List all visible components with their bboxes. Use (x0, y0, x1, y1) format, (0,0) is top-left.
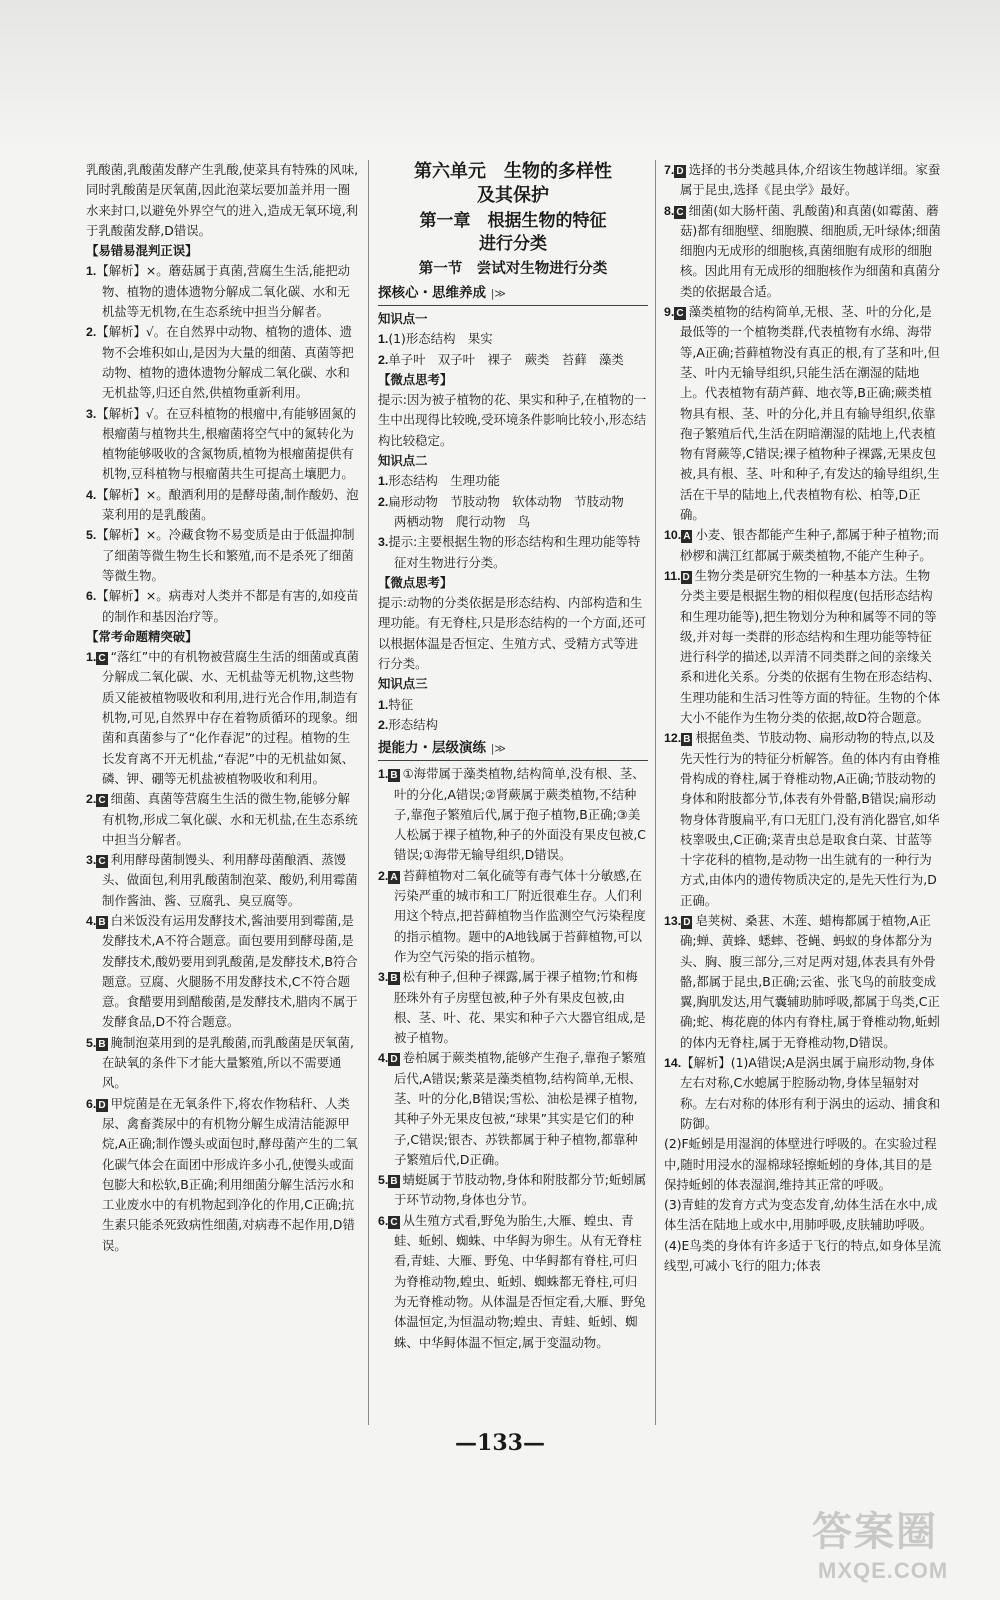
answer-badge: B (98, 916, 106, 928)
section-heading: 【微点思考】 (378, 574, 453, 590)
item-number: 14. (664, 1056, 682, 1071)
answer-item (378, 1170, 648, 1211)
answer-item (86, 1033, 361, 1094)
answer-badge: A (683, 531, 691, 543)
chapter-title (378, 210, 648, 256)
item-text: 形态结构 生理功能 (388, 473, 500, 489)
answer-badge: B (390, 973, 398, 985)
item-text: 从生殖方式看,野兔为胎生,大雁、蝗虫、青蛙、蚯蚓、蜘蛛、中华鲟为卵生。从有无脊柱看,青蛙、大雁、野兔、中华鲟都有脊柱,可归为脊椎动物,蝗虫、蚯蚓、蜘蛛都无脊柱,可归为无脊椎动物。从体温是否恒定看,大雁、野兔体温恒定,为恒温动物;蝗虫、青蛙、蚯蚓、蜘蛛、中华鲟体温不恒定,属于变温动物。 (394, 1212, 646, 1350)
answer-item (378, 715, 648, 735)
item-text: 选择的书分类越具体,介绍该生物越详细。家蚕属于昆虫,选择《昆虫学》最好。 (680, 162, 941, 198)
answer-item (664, 911, 942, 1053)
answer-item (86, 911, 361, 1033)
item-text: 细菌、真菌等营腐生生活的微生物,能够分解有机物,形成二氧化碳、水和无机盐,在生态系统中担当分解者。 (102, 791, 358, 847)
answer-item (86, 1094, 361, 1256)
item-text: ①海带属于藻类植物,结构简单,没有根、茎、叶的分化,A错误;②肾蕨属于蕨类植物,不结种子,靠孢子繁殖后代,属于孢子植物,B正确;③美人松属于裸子植物,种子的外面没有果皮包被,C错误;①海带无输导组织,D错误。 (394, 766, 646, 863)
item-text: 【解析】×。冷藏食物不易变质是由于低温抑制了细菌等微生物生长和繁殖,而不是杀死了细菌等微生物。 (96, 527, 355, 583)
answer-badge: C (98, 653, 106, 665)
chapter-title-line-2: 进行分类 (479, 234, 547, 254)
section-heading: 【微点思考】 (378, 371, 453, 387)
item-text: 【解析】×。酿酒利用的是酵母菌,制作酸奶、泡菜利用的是乳酸菌。 (96, 486, 359, 523)
item-text: “落红”中的有机物被营腐生生活的细菌或真菌分解成二氧化碳、水、无机盐等无机物,这些物质又能被植物吸收和利用,进行光合作用,制造有机物,可见,自然界中存在着物质循环的现象。细菌和真菌参与了“化作春泥”的过程。植物的生长发育离不开无机盐,“春泥”中的无机盐如氮、磷、钾、硼等无机盐被植物吸收和利用。 (102, 649, 359, 786)
item-number: 1. (86, 650, 97, 665)
unit-title-line-2: 及其保护 (477, 185, 549, 206)
item-text: 小麦、银杏都能产生种子,都属于种子植物;而桫椤和满江红都属于蕨类植物,不能产生种子。 (680, 527, 940, 563)
paragraph: (3)青蛙的发育方式为变态发育,幼体生活在水中,成体生活在陆地上或水中,用肺呼吸,皮肤辅助呼吸。 (664, 1197, 938, 1233)
item-text: 生物分类是研究生物的一种基本方法。生物分类主要是根据生物的相似程度(包括形态结构和生理功能等),把生物划分为种和属等不同的等级,并对每一类群的形态结构和生理功能等特征进行科学的描述,以弄清不同类群之间的亲缘关系和进化关系。分类的依据有生物在形态结构、生理功能和生活习性等方面的特征。生物的个体大小不能作为生物分类的依据,故D符合题意。 (680, 567, 941, 726)
column-divider (368, 160, 369, 1425)
item-text: 松有种子,但种子裸露,属于裸子植物;竹和梅胚珠外有子房壁包被,种子外有果皮包被,由根、茎、叶、花、果实和种子六大器官组成,是被子植物。 (394, 969, 646, 1046)
item-text: 形态结构 (388, 716, 438, 732)
answer-item (86, 647, 361, 789)
item-text: 细菌(如大肠杆菌、乳酸菌)和真菌(如霉菌、蘑菇)都有细胞壁、细胞膜、细胞质,无叶绿体;细菌细胞内无成形的细胞核,真菌细胞有成形的细胞核。因此用有无成形的细胞核作为细菌和真菌分类的依据最合适。 (680, 202, 941, 299)
answer-item (86, 586, 361, 627)
item-text: 【解析】(1)A错误;A是涡虫属于扁形动物,身体左右对称,C水螅属于腔肠动物,身体呈辐射对称。左右对称的体形有利于涡虫的运动、捕食和防御。 (680, 1055, 941, 1131)
item-number: 6. (86, 1096, 97, 1111)
answer-item (664, 566, 942, 728)
item-number: 11. (664, 568, 681, 583)
item-text: 苔藓植物对二氧化硫等有毒气体十分敏感,在污染严重的城市和工厂附近很难生存。人们利用这个特点,把苔藓植物当作监测空气污染程度的指示植物。题中的A地钱属于苔藓植物,可以作为空气污染的指示植物。 (394, 867, 646, 964)
answer-item (664, 525, 942, 566)
watermark-url: MXQE.COM (818, 1558, 949, 1583)
item-number: 3. (86, 406, 97, 421)
item-number: 3. (86, 853, 97, 868)
answer-badge: D (676, 166, 684, 177)
answer-badge: C (98, 856, 106, 868)
answer-badge: D (390, 1054, 398, 1066)
section-heading: 【常考命题精突破】 (86, 628, 198, 644)
watermark-text: 答案圈 (812, 1509, 938, 1555)
item-number: 6. (378, 1213, 389, 1228)
answer-item (378, 1211, 648, 1353)
answer-item (86, 404, 361, 485)
unit-title (378, 160, 648, 208)
answer-badge: D (98, 1099, 106, 1111)
answer-badge: B (390, 770, 398, 782)
section-banner-practice (378, 737, 648, 761)
answer-item (378, 350, 648, 370)
knowledge-points (378, 309, 648, 735)
item-text: 【解析】×。蘑菇属于真菌,营腐生生活,能把动物、植物的遗体遗物分解成二氧化碳、水和无机盐等无机物,在生态系统中担当分解者。 (96, 263, 351, 320)
answer-badge: B (98, 1038, 106, 1050)
answer-item (378, 492, 648, 533)
item-number: 2. (378, 868, 389, 883)
page-number: —133— (455, 1430, 545, 1456)
answer-item (378, 764, 648, 865)
answer-badge: C (390, 1216, 398, 1228)
answer-badge: D (683, 916, 691, 928)
practice-answers (378, 764, 648, 1353)
item-number: 2. (378, 494, 389, 509)
item-text: 特征 (388, 696, 414, 712)
item-text: 藻类植物的结构简单,无根、茎、叶的分化,是最低等的一个植物类群,代表植物有水绵、海带等,A正确;苔藓植物没有真正的根,有了茎和叶,但茎、叶内无输导组织,只能生活在潮湿的陆地上。代表植物有葫芦藓、地衣等,B正确;蕨类植物具有根、茎、叶的分化,并且有输导组织,依靠孢子繁殖后代,生活在阴暗潮湿的陆地上,代表植物有肾蕨等,C错误;裸子植物种子裸露,无果皮包被,具有根、茎、叶和种子,有发达的输导组织,生活在干旱的陆地上,代表植物有松、柏等,D正确。 (680, 304, 940, 523)
item-number: 1. (378, 332, 389, 347)
answer-item (378, 967, 648, 1048)
right-column (664, 160, 942, 1425)
item-number: 5. (378, 1173, 389, 1188)
item-text: (1)形态结构 果实 (388, 331, 493, 347)
item-number: 4. (86, 487, 97, 502)
item-number: 1. (378, 697, 389, 712)
answer-item (664, 201, 942, 302)
knowledge-point-heading: 知识点二 (378, 453, 428, 469)
answer-item (378, 1048, 648, 1170)
answer-badge: D (682, 571, 690, 583)
knowledge-point-heading: 知识点一 (378, 311, 428, 326)
item-text: 白米饭没有运用发酵技术,酱油要用到霉菌,是发酵技术,A不符合题意。面包要用到酵母菌,是发酵技术,酸奶要用到乳酸菌,是发酵技术,B符合题意。豆腐、火腿肠不用发酵技术,C不符合题意。食醋要用到醋酸菌,是发酵技术,腊肉不属于发酵食品,D不符合题意。 (102, 912, 358, 1030)
item-number: 10. (664, 528, 682, 543)
section-heading: 【易错易混判正误】 (86, 243, 198, 259)
paragraph: (4)E鸟类的身体有许多适于飞行的特点,如身体呈流线型,可减小飞行的阻力;体表 (664, 1237, 942, 1274)
item-text: 【解析】√。在豆科植物的根瘤中,有能够固氮的根瘤菌与植物共生,根瘤菌将空气中的氮转化为植物能够吸收的含氮物质,植物为根瘤菌提供有机物,豆科植物与根瘤菌共生可提高土壤肥力。 (96, 405, 356, 482)
item-number: 1. (378, 474, 389, 489)
answer-item (86, 322, 361, 403)
answer-item (86, 485, 361, 526)
answer-item (378, 695, 648, 715)
answer-item (378, 866, 648, 967)
answer-item (664, 1053, 942, 1134)
item-number: 7. (664, 163, 675, 177)
item-number: 5. (86, 528, 97, 543)
item-number: 2. (378, 352, 389, 367)
watermark-logo (812, 1500, 984, 1590)
answer-item (664, 302, 942, 525)
item-number: 4. (378, 1051, 389, 1066)
answer-item (86, 850, 361, 911)
item-number: 6. (86, 589, 97, 604)
item-number: 3. (378, 535, 389, 550)
item-text: 皂荚树、桑葚、木莲、蜡梅都属于植物,A正确;蝉、黄蜂、蟋蟀、苍蝇、蚂蚁的身体都分为头、胸、腹三部分,三对足两对翅,体表具有外骨骼,都属于昆虫,B正确;云雀、张飞鸟的前肢变成翼,胸肌发达,用气囊辅助肺呼吸,都属于鸟类,C正确;蛇、梅花鹿的体内有脊柱,属于脊椎动物,蚯蚓的体内无脊柱,属于无脊椎动物,D错误。 (680, 912, 940, 1050)
item-number: 9. (664, 305, 675, 320)
left-column (86, 160, 361, 1425)
answer-badge: C (98, 795, 106, 807)
section-title: 第一节 尝试对生物进行分类 (418, 261, 608, 277)
column-divider (655, 160, 656, 1425)
item-number: 1. (378, 767, 389, 782)
answer-item (86, 261, 361, 322)
item-number: 4. (86, 913, 97, 928)
answer-badge: B (683, 734, 691, 746)
banner-label: 提能力・层级演练 (378, 740, 486, 757)
answer-item (86, 525, 361, 586)
item-number: 12. (664, 731, 682, 746)
chapter-title-line-1: 第一章 根据生物的特征 (419, 211, 607, 231)
answer-badge: C (676, 206, 684, 218)
paragraph: 提示:动物的分类依据是形态结构、内部构造和生理功能。有无脊柱,只是形态结构的一个方面,还可以根据体温是否恒定、生殖方式、受精方式等进行分类。 (378, 595, 647, 672)
item-number: 8. (664, 203, 675, 218)
banner-arrow-icon: |≫ (490, 742, 506, 756)
item-text: 卷柏属于蕨类植物,能够产生孢子,靠孢子繁殖后代,A错误;紫菜是藻类植物,结构简单,无根、茎、叶的分化,B错误;雪松、油松是裸子植物,其种子外无果皮包被,“球果”其实是它们的种子,C错误;银杏、苏铁都属于种子植物,都靠种子繁殖后代,D正确。 (394, 1050, 646, 1167)
item-number: 2. (378, 717, 389, 732)
item-number: 5. (86, 1035, 97, 1050)
item-number: 2. (86, 792, 97, 807)
item-text: 提示:主要根据生物的形态结构和生理功能等特征对生物进行分类。 (388, 534, 641, 570)
answer-item (378, 329, 648, 349)
paragraph: (2)F蚯蚓是用湿润的体壁进行呼吸的。在实验过程中,随时用浸水的湿棉球轻擦蚯蚓的身体,其目的是保持蚯蚓的体表湿润,维持其正常的呼吸。 (664, 1136, 937, 1192)
item-number: 3. (378, 970, 389, 985)
item-text: 单子叶 双子叶 裸子 蕨类 苔藓 藻类 (388, 351, 624, 367)
section-banner-core (378, 282, 648, 306)
item-text: 扁形动物 节肢动物 软体动物 节肢动物 两栖动物 爬行动物 鸟 (388, 493, 637, 529)
unit-title-line-1: 第六单元 生物的多样性 (414, 161, 612, 182)
answer-item (664, 160, 942, 201)
answer-item (86, 789, 361, 850)
item-text: 【解析】√。在自然界中动物、植物的遗体、遗物不会堆积如山,是因为大量的细菌、真菌等把动物、植物的遗体遗物分解成二氧化碳、水和无机盐等,归还自然,供植物重新利用。 (96, 324, 354, 401)
answer-item (378, 471, 648, 491)
item-text: 甲烷菌是在无氧条件下,将农作物秸秆、人类尿、禽畜粪尿中的有机物分解生成清洁能源甲烷,A正确;制作馒头或面包时,酵母菌产生的二氧化碳气体会在面团中形成许多小孔,使馒头或面包膨大和松软,B正确;利用细菌分解生活污水和工业废水中的有机物起到净化的作用,C正确;抗生素只能杀死致病性细菌,对病毒不起作用,D错误。 (102, 1095, 358, 1253)
banner-arrow-icon: |≫ (490, 287, 506, 300)
item-text: 利用酵母菌制馒头、利用酵母菌酿酒、蒸馒头、做面包,利用乳酸菌制泡菜、酸奶,利用霉菌制作酱油、酱、豆腐乳、臭豆腐等。 (102, 852, 358, 908)
item-number: 13. (664, 913, 682, 928)
item-text: 根据鱼类、节肢动物、扁形动物的特点,以及先天性行为的特征分析解答。鱼的体内有由脊椎骨构成的脊柱,属于脊椎动物,A正确;节肢动物的身体和附肢都分节,体表有外骨骼,B错误;扁形动物身体背腹扁平,有口无肛门,没有消化器官,如华枝睾吸虫,C正确;菜青虫总是取食白菜、甘蓝等十字花科的植物,是动物一出生就有的一种行为方式,由体内的遗传物质决定的,是先天性行为,D正确。 (680, 730, 941, 908)
answer-item (378, 532, 648, 573)
paragraph: 乳酸菌,乳酸菌发酵产生乳酸,使菜具有特殊的风味,同时乳酸菌是厌氧菌,因此泡菜坛要加盖并用一圈水来封口,以避免外界空气的进入,造成无氧环境,利于乳酸菌发酵,D错误。 (86, 162, 359, 238)
knowledge-point-heading: 知识点三 (378, 676, 428, 692)
page-top-shade (0, 0, 1000, 150)
paragraph: 提示:因为被子植物的花、果实和种子,在植物的一生中出现得比较晚,受环境条件影响比较小,形态结构比较稳定。 (378, 392, 647, 448)
item-text: 腌制泡菜用到的是乳酸菌,而乳酸菌是厌氧菌,在缺氧的条件下才能大量繁殖,所以不需要通风。 (102, 1034, 354, 1091)
answer-badge: B (390, 1176, 398, 1188)
item-text: 【解析】×。病毒对人类并不都是有害的,如疫苗的制作和基因治疗等。 (96, 588, 359, 624)
answer-badge: A (390, 871, 398, 883)
item-number: 2. (86, 325, 97, 340)
item-number: 1. (86, 264, 97, 279)
item-text: 蜻蜓属于节肢动物,身体和附肢都分节;蚯蚓属于环节动物,身体也分节。 (394, 1172, 647, 1208)
answer-item (664, 728, 942, 911)
banner-label: 探核心・思维养成 (378, 285, 486, 301)
answer-badge: C (676, 308, 684, 320)
middle-column (378, 160, 648, 1425)
